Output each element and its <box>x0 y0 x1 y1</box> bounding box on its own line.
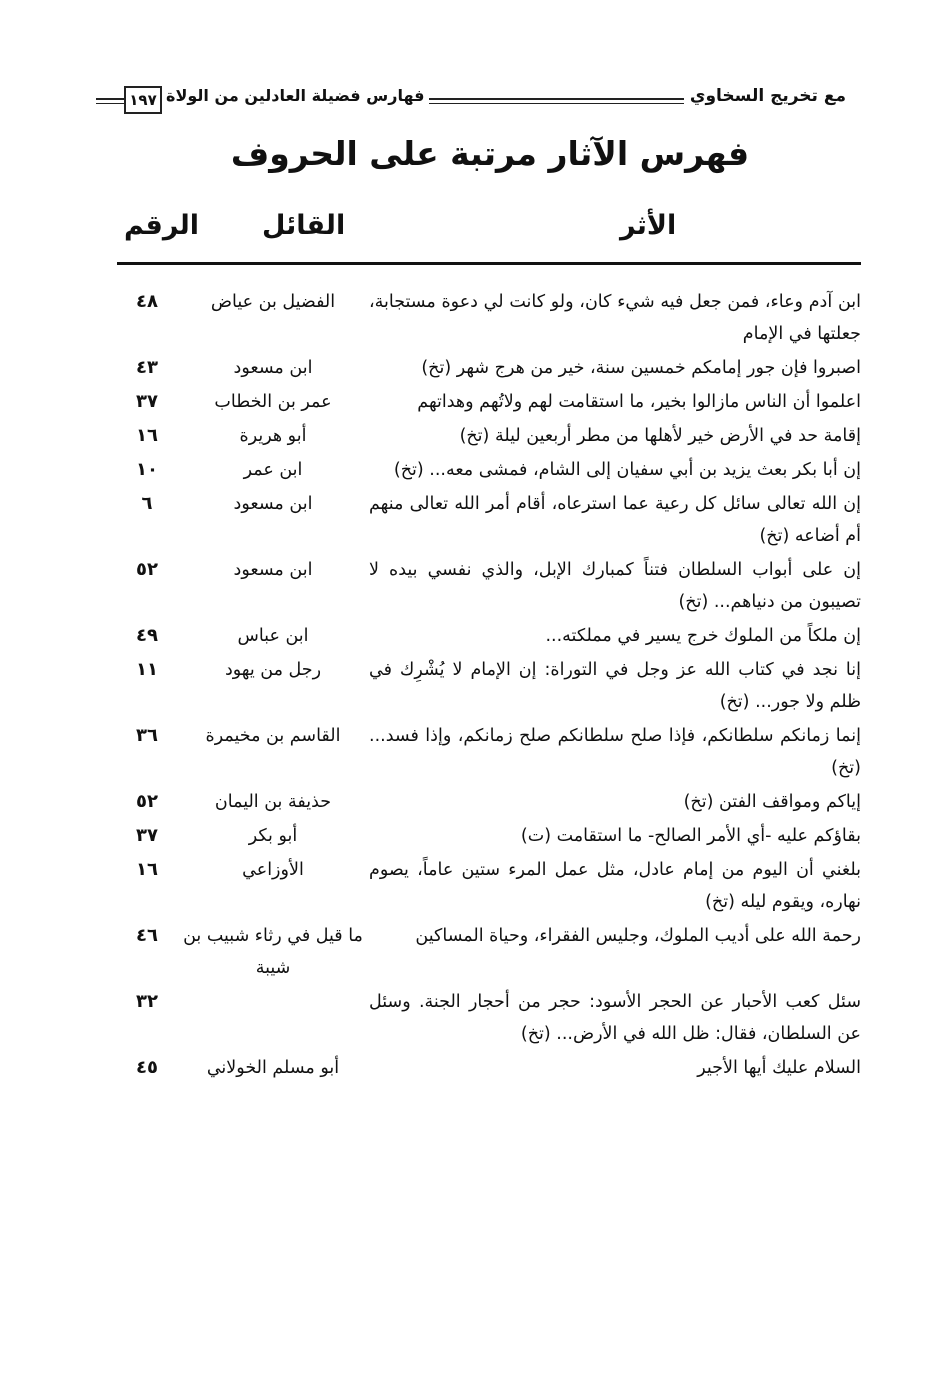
speaker-name: ما قيل في رثاء شبيب بن شيبة <box>183 926 363 978</box>
list-item <box>117 786 861 818</box>
book-title: مع تخريج السخاوي <box>684 86 852 106</box>
reference-number: ٥٢ <box>136 791 158 812</box>
reference-number: ٣٧ <box>136 391 158 412</box>
speaker-name: رجل من يهود <box>224 660 322 680</box>
speaker-name: أبو بكر <box>248 826 298 846</box>
speaker-name: القاسم بن مخيمرة <box>205 726 341 746</box>
speaker-name: ابن مسعود <box>233 358 313 378</box>
athar-text: إنا نجد في كتاب الله عز وجل في التوراة: إن الإمام لا يُشْرِك في ظلم ولا جور... (تخ) <box>369 660 861 712</box>
speaker-name: ابن عمر <box>243 460 303 480</box>
speaker-name: ابن مسعود <box>233 560 313 580</box>
list-item <box>117 420 861 452</box>
athar-text: بلغني أن اليوم من إمام عادل، مثل عمل المرء ستين عاماً، يصوم نهاره، ويقوم ليله (تخ) <box>369 860 861 912</box>
athar-text: إقامة حد في الأرض خير لأهلها من مطر أربعين ليلة (تخ) <box>459 426 861 446</box>
reference-number: ١١ <box>136 659 158 680</box>
page-title: فهرس الآثار مرتبة على الحروف <box>230 134 750 173</box>
list-item <box>117 386 861 418</box>
speaker-name: أبو مسلم الخولاني <box>206 1058 340 1078</box>
reference-number: ٥٢ <box>136 559 158 580</box>
header-divider <box>117 262 861 265</box>
speaker-name: عمر بن الخطاب <box>214 392 332 412</box>
reference-number: ١٦ <box>136 859 158 880</box>
page-number: ١٩٧ <box>124 86 162 114</box>
athar-text: رحمة الله على أديب الملوك، وجليس الفقراء، وحياة المساكين <box>415 926 861 946</box>
reference-number: ٤٨ <box>136 291 158 312</box>
list-item <box>117 720 861 784</box>
athar-text: إن أبا بكر بعث يزيد بن أبي سفيان إلى الشام، فمشى معه... (تخ) <box>393 460 861 480</box>
athar-text: ابن آدم وعاء، فمن جعل فيه شيء كان، ولو كانت لي دعوة مستجابة، جعلتها في الإمام <box>369 292 861 344</box>
athar-text: إياكم ومواقف الفتن (تخ) <box>683 792 861 812</box>
athar-text: سئل كعب الأحبار عن الحجر الأسود: حجر من أحجار الجنة. وسئل عن السلطان، فقال: ظل الله في الأرض... (تخ) <box>369 992 861 1044</box>
athar-text: إنما زمانكم سلطانكم، فإذا صلح سلطانكم صلح زمانكم، وإذا فسد... (تخ) <box>369 726 861 778</box>
entries-list <box>117 286 861 1086</box>
reference-number: ٣٢ <box>136 991 158 1012</box>
column-header-number: الرقم <box>124 210 200 241</box>
reference-number: ٤٦ <box>136 925 158 946</box>
list-item <box>117 854 861 918</box>
column-header-athar: الأثر <box>620 210 677 241</box>
list-item <box>117 920 861 984</box>
athar-text: إن الله تعالى سائل كل رعية عما استرعاه، أقام أمر الله تعالى منهم أم أضاعه (تخ) <box>369 494 861 546</box>
athar-text: إن ملكاً من الملوك خرج يسير في مملكته... <box>545 626 861 646</box>
column-header-speaker: القائل <box>262 210 346 241</box>
list-item <box>117 654 861 718</box>
athar-text: اصبروا فإن جور إمامكم خمسين سنة، خير من هرج شهر (تخ) <box>421 358 861 378</box>
speaker-name: أبو هريرة <box>239 426 307 446</box>
list-item <box>117 986 861 1050</box>
athar-text: بقاؤكم عليه -أي الأمر الصالح- ما استقامت (ت) <box>520 826 861 846</box>
reference-number: ٤٩ <box>136 625 158 646</box>
speaker-name: حذيفة بن اليمان <box>214 792 332 812</box>
speaker-name: الفضيل بن عياض <box>210 292 336 312</box>
reference-number: ١٦ <box>136 425 158 446</box>
running-header <box>96 84 852 118</box>
list-item <box>117 1052 861 1084</box>
list-item <box>117 488 861 552</box>
reference-number: ٦ <box>141 493 153 514</box>
reference-number: ٣٧ <box>136 825 158 846</box>
list-item <box>117 454 861 486</box>
section-title: فهارس فضيلة العادلين من الولاة <box>162 86 429 105</box>
list-item <box>117 352 861 384</box>
reference-number: ٤٥ <box>136 1057 158 1078</box>
speaker-name: ابن عباس <box>237 626 309 646</box>
athar-text: السلام عليك أيها الأجير <box>697 1058 861 1078</box>
list-item <box>117 620 861 652</box>
athar-text: اعلموا أن الناس مازالوا بخير، ما استقامت لهم ولاتُهم وهداتهم <box>417 392 861 412</box>
list-item <box>117 286 861 350</box>
speaker-name: الأوزاعي <box>242 860 304 880</box>
reference-number: ٣٦ <box>136 725 158 746</box>
reference-number: ٤٣ <box>136 357 158 378</box>
list-item <box>117 554 861 618</box>
speaker-name: ابن مسعود <box>233 494 313 514</box>
list-item <box>117 820 861 852</box>
reference-number: ١٠ <box>136 459 158 480</box>
athar-text: إن على أبواب السلطان فتناً كمبارك الإبل، والذي نفسي بيده لا تصيبون من دنياهم... (تخ) <box>369 560 861 612</box>
